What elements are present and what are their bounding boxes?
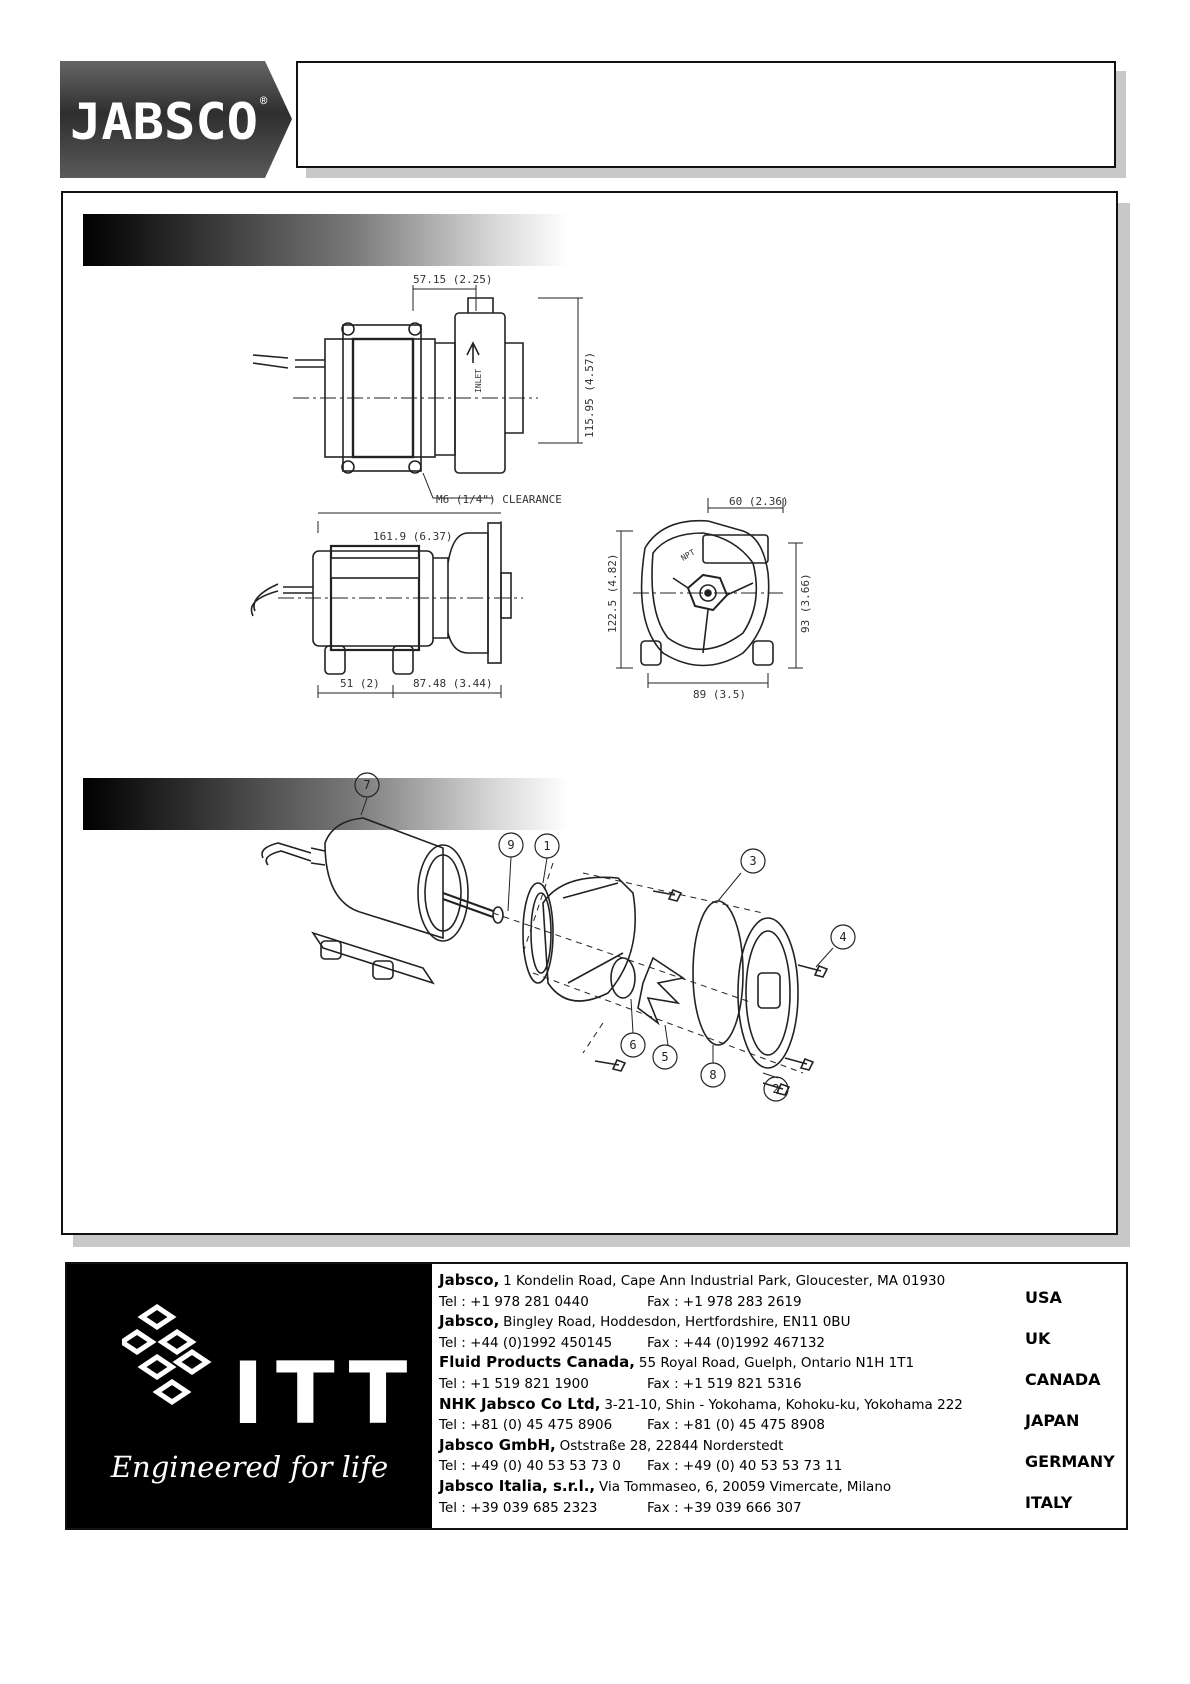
balloon-2 (764, 1077, 788, 1101)
balloon-5 (653, 1045, 677, 1069)
end-view-right-height-dim: 93 (3.66) (799, 573, 812, 633)
svg-text:3: 3 (749, 854, 757, 868)
svg-text:1: 1 (543, 839, 551, 853)
office-address: Jabsco, 1 Kondelin Road, Cape Ann Industrial Park, Gloucester, MA 01930 (439, 1271, 946, 1289)
country-label: UK (1025, 1329, 1051, 1348)
balloon-1 (535, 834, 559, 858)
office-phone: Tel : +1 978 281 0440 Fax : +1 978 283 2619 (439, 1293, 802, 1310)
end-view-base-dim: 89 (3.5) (693, 688, 746, 701)
side-view-length-dim: 161.9 (6.37) (373, 530, 453, 543)
side-view-base-right-dim: 87.48 (3.44) (413, 677, 493, 690)
end-view-drawing (616, 498, 803, 688)
svg-text:4: 4 (839, 930, 847, 944)
logo-text: JABSCO (70, 93, 258, 151)
country-list (1025, 1288, 1115, 1534)
svg-text:®: ® (260, 94, 268, 108)
itt-logo-icon (122, 1302, 222, 1412)
office-address: Jabsco GmbH, Oststraße 28, 22844 Norderstedt (439, 1435, 784, 1454)
svg-text:5: 5 (661, 1050, 669, 1064)
svg-text:7: 7 (363, 778, 371, 792)
balloon-7 (355, 773, 379, 797)
pump-dimension-drawings (63, 193, 1116, 1233)
country-label: JAPAN (1025, 1411, 1080, 1430)
inlet-label: INLET (474, 368, 483, 393)
balloon-8 (701, 1063, 725, 1087)
svg-text:2: 2 (772, 1082, 780, 1096)
balloon-6 (621, 1033, 645, 1057)
country-label: CANADA (1025, 1370, 1101, 1389)
svg-text:8: 8 (709, 1068, 717, 1082)
itt-brand-text: ITT (232, 1344, 420, 1444)
office-phone: Tel : +49 (0) 40 53 53 73 0 Fax : +49 (0) 40 53 53 73 11 (439, 1458, 843, 1475)
footer-contacts (65, 1262, 1128, 1530)
office-address-list (439, 1270, 1019, 1517)
end-view-left-height-dim: 122.5 (4.82) (606, 553, 619, 633)
svg-text:6: 6 (629, 1038, 637, 1052)
office-address: Jabsco Italia, s.r.l., Via Tommaseo, 6, 20059 Vimercate, Milano (439, 1476, 892, 1495)
tagline: Engineered for life (110, 1450, 389, 1484)
side-view-base-left-dim: 51 (2) (340, 677, 380, 690)
jabsco-logo (60, 61, 292, 178)
office-address: Fluid Products Canada, 55 Royal Road, Guelph, Ontario N1H 1T1 (439, 1353, 915, 1372)
top-view-drawing (253, 285, 583, 498)
office-phone: Tel : +81 (0) 45 475 8906 Fax : +81 (0) 45 475 8908 (439, 1417, 825, 1434)
top-view-height-dim: 115.95 (4.57) (583, 351, 596, 438)
office-address: NHK Jabsco Co Ltd, 3-21-10, Shin - Yokohama, Kohoku-ku, Yokohama 222 (439, 1394, 963, 1413)
country-label: USA (1025, 1288, 1062, 1307)
office-address: Jabsco, Bingley Road, Hoddesdon, Hertfordshire, EN11 0BU (439, 1312, 851, 1331)
office-phone: Tel : +44 (0)1992 450145 Fax : +44 (0)1992 467132 (439, 1334, 826, 1351)
balloon-3 (741, 849, 765, 873)
clearance-note: M6 (1/4") CLEARANCE (436, 493, 562, 506)
title-box (296, 61, 1116, 168)
main-panel (61, 191, 1118, 1235)
npt-label: NPT (679, 547, 697, 563)
office-phone: Tel : +39 039 685 2323 Fax : +39 039 666 307 (439, 1499, 802, 1516)
part-balloons (355, 773, 855, 1101)
country-label: ITALY (1025, 1493, 1073, 1512)
balloon-9 (499, 833, 523, 857)
end-view-top-dim: 60 (2.36) (729, 495, 789, 508)
balloon-4 (831, 925, 855, 949)
country-label: GERMANY (1025, 1452, 1115, 1471)
office-phone: Tel : +1 519 821 1900 Fax : +1 519 821 5316 (439, 1375, 802, 1392)
itt-brand-panel (67, 1264, 432, 1528)
svg-text:9: 9 (507, 838, 515, 852)
top-view-width-dim: 57.15 (2.25) (413, 273, 493, 286)
